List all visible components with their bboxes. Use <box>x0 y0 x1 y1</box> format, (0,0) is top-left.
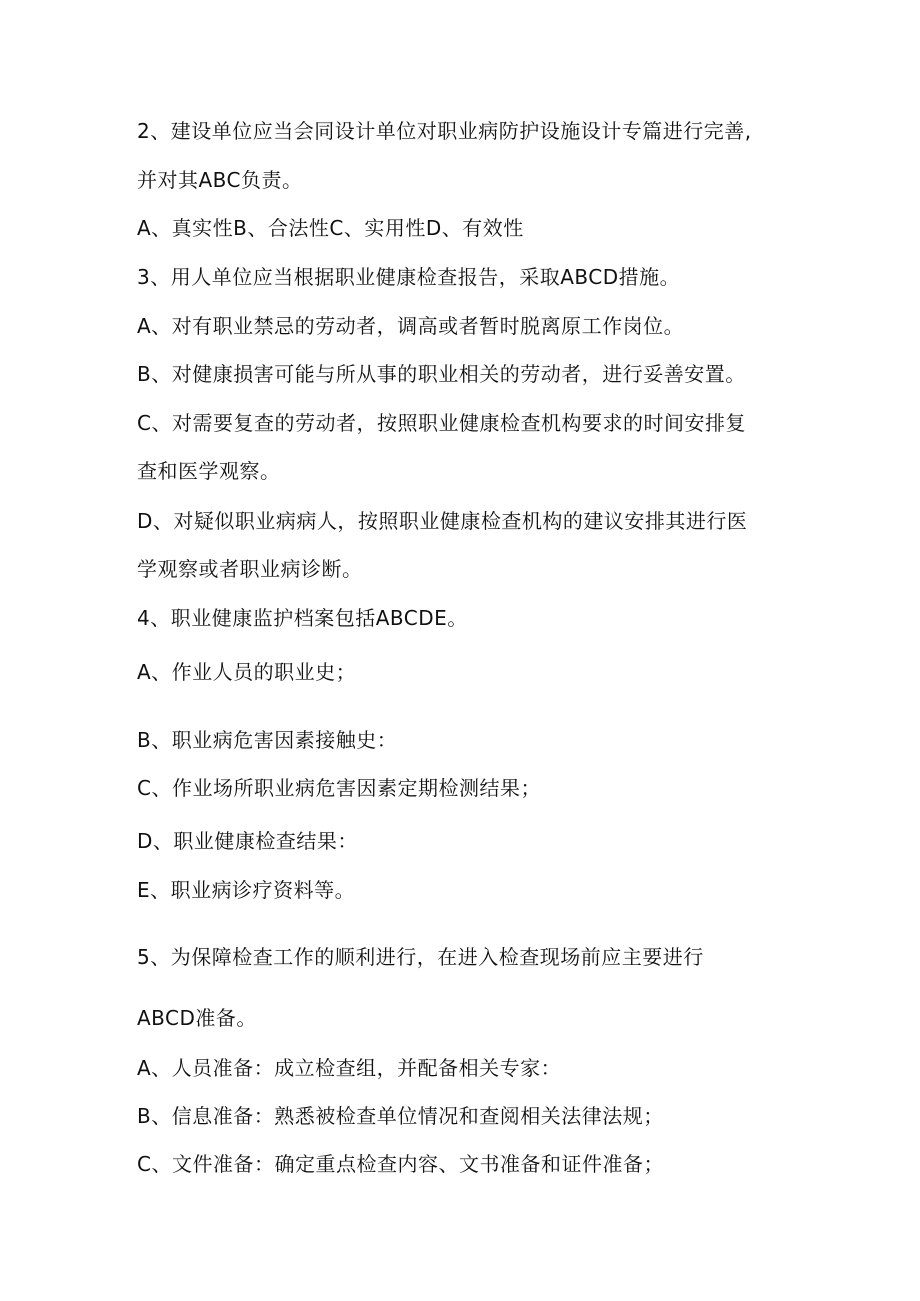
question-3-option-b: B、对健康损害可能与所从事的职业相关的劳动者，进行妥善安置。 <box>137 362 746 386</box>
question-5-text-line-2: ABCD准备。 <box>137 1006 257 1030</box>
question-3-text: 3、用人单位应当根据职业健康检查报告，采取ABCD措施。 <box>137 265 681 289</box>
question-5-option-a: A、人员准备：成立检查组，并配备相关专家： <box>137 1056 562 1080</box>
question-4-option-a: A、作业人员的职业史； <box>137 660 357 684</box>
question-3-option-a: A、对有职业禁忌的劳动者，调高或者暂时脱离原工作岗位。 <box>137 314 685 338</box>
question-5-option-c: C、文件准备：确定重点检查内容、文书准备和证件准备； <box>137 1152 664 1176</box>
question-4-text: 4、职业健康监护档案包括ABCDE。 <box>137 606 468 630</box>
question-2-text-line-1: 2、建设单位应当会同设计单位对职业病防护设施设计专篇进行完善, <box>137 119 752 143</box>
question-3-option-d-line-2: 学观察或者职业病诊断。 <box>137 557 363 581</box>
question-4-option-e: E、职业病诊疗资料等。 <box>137 878 356 902</box>
question-5-option-b: B、信息准备：熟悉被检查单位情况和查阅相关法律法规； <box>137 1104 664 1128</box>
question-2-options: A、真实性B、合法性C、实用性D、有效性 <box>137 216 524 240</box>
question-2-text-line-2: 并对其ABC负责。 <box>137 168 303 192</box>
question-4-option-d: D、职业健康检查结果： <box>137 829 358 853</box>
question-5-text-line-1: 5、为保障检查工作的顺利进行，在进入检查现场前应主要进行 <box>137 945 704 969</box>
question-3-option-c-line-1: C、对需要复查的劳动者，按照职业健康检查机构要求的时间安排复 <box>137 411 746 435</box>
question-4-option-c: C、作业场所职业病危害因素定期检测结果； <box>137 776 541 800</box>
question-3-option-c-line-2: 查和医学观察。 <box>137 459 281 483</box>
question-3-option-d-line-1: D、对疑似职业病病人，按照职业健康检查机构的建议安排其进行医 <box>137 509 748 533</box>
question-4-option-b: B、职业病危害因素接触史： <box>137 728 398 752</box>
